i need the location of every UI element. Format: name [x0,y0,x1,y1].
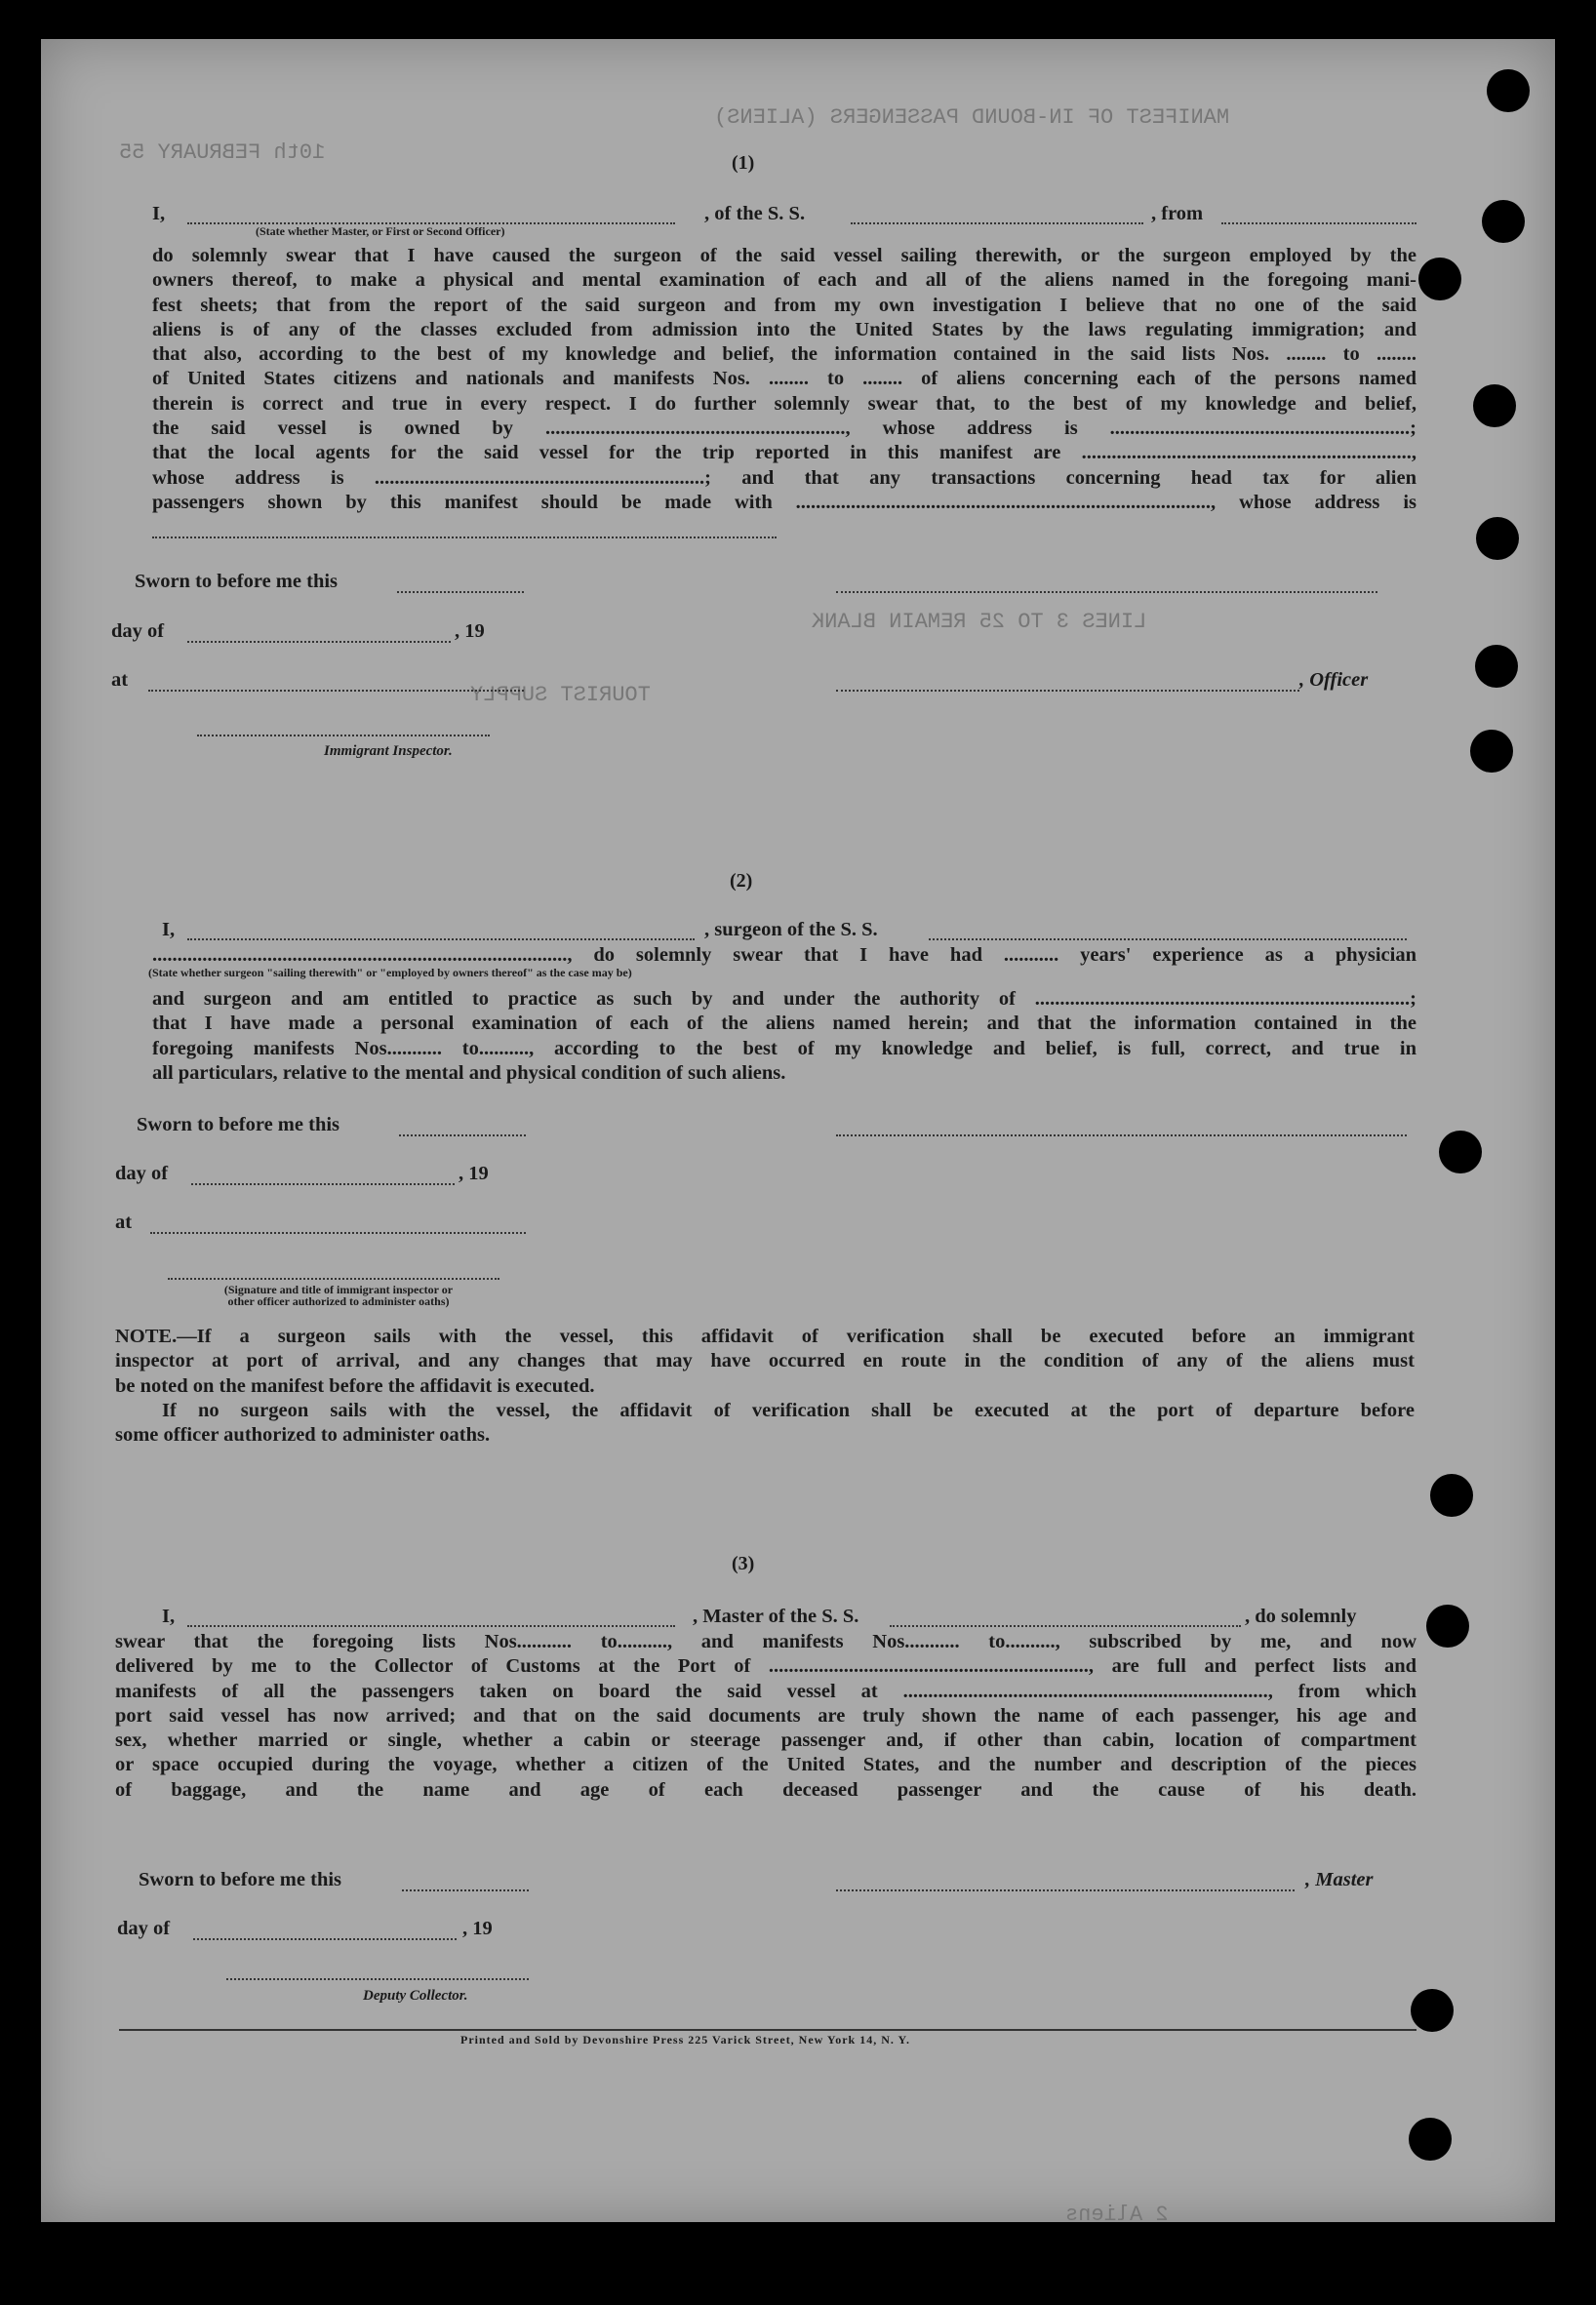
section-2-line2: ..................................................................................., do solemnly swear that I have had ........... years' experience as a physician [152,944,1416,966]
punch-hole [1482,200,1525,243]
punch-hole [1418,258,1461,300]
section-1-body: do solemnly swear that I have caused the surgeon of the said vessel sailing therewith, or the surgeon employed by the owners thereof, to make a physical and mental examination of each and all of the aliens named in the foregoing mani- fest sheets; that from the report of the said surgeon and from my own investigation I believe that no one of the said aliens is of any of the classes excluded from admission into the United States by the laws regulating immigration; and that also, according to the best of my knowledge and belief, the information contained in the said lists Nos. ........ to ........ of United States citizens and nationals and manifests Nos. ........ to ........ of aliens concerning each of the persons named therein is correct and true in every respect. I do further solemnly swear that, to the best of my knowledge and belief, the said vessel is owned by ............................................................, whose address is ............................................................; that the local agents for the said vessel for the trip reported in this manifest are .................................................................., whose address is ..................................................................; and that any transactions concerning head tax for alien passengers shown by this manifest should be made with ..................................................................................., whose address is [152,245,1416,513]
s1-inspector-blank [197,735,490,736]
s2-inspector-blank [168,1278,499,1280]
bleed-through-title: MANIFEST OF IN-BOUND PASSENGERS (ALIENS) [714,105,1230,130]
s2-sworn-blank [399,1134,526,1136]
s3-master-label: , Master of the S. S. [693,1606,859,1627]
s3-ship-blank [890,1625,1241,1627]
punch-hole [1487,69,1530,112]
s2-ship-blank [929,938,1407,940]
s3-solemnly: , do solemnly [1245,1606,1357,1627]
s2-dayof: day of [115,1163,169,1184]
s1-at-blank [148,690,524,692]
s2-sig-blank [836,1134,1407,1136]
s3-sworn: Sworn to before me this [139,1869,342,1890]
s1-sig-top-blank [836,591,1377,593]
s1-year: , 19 [455,620,485,642]
manifest-page [41,39,1555,2227]
s2-at: at [115,1212,133,1233]
s1-sworn-blank [397,591,524,593]
s1-ship-blank [851,222,1143,224]
s3-collector-blank [226,1978,529,1980]
printer-imprint: Printed and Sold by Devonshire Press 225 Varick Street, New York 14, N. Y. [460,2033,911,2047]
bleed-through-footer: 2 Aliens [1065,2203,1169,2227]
s1-trailing-blank [152,537,777,538]
punch-hole [1426,1605,1469,1648]
s1-oath-line: I, [152,203,166,224]
footer-rule [119,2029,1416,2031]
s2-dayof-blank [191,1183,455,1185]
s3-dayof-blank [193,1938,457,1940]
punch-hole [1473,384,1516,427]
section-2-body: and surgeon and am entitled to practice as such by and under the authority of ...........................................................................; that I have made a personal examination of each of the aliens named herein; and that the information contained in the foregoing manifests Nos........... to.........., according to the best of my knowledge and belief, is full, correct, and true in all particulars, relative to the mental and physical condition of such aliens. [152,988,1416,1084]
punch-hole [1409,2118,1452,2161]
section-2-number: (2) [730,870,753,892]
s3-master-sig-blank [836,1889,1295,1891]
s1-at: at [111,669,129,691]
s3-dayof: day of [117,1918,171,1939]
s3-year: , 19 [462,1918,493,1939]
s1-officer-label: , Officer [1299,669,1369,691]
punch-hole [1430,1474,1473,1517]
bleed-through-group: TOURIST SUPPLY [470,683,651,707]
s1-inspector-label: Immigrant Inspector. [324,743,453,759]
s2-surgeon-note: (State whether surgeon "sailing therewith" or "employed by owners thereof" as the case may be) [148,966,632,979]
section-3-body: swear that the foregoing lists Nos........... to.........., and manifests Nos........... to.........., subscribed by me, and now delivered by me to the Collector of Customs at the Port of ................................................................, are full and perfect lists and manifests of all the passengers taken on board the said vessel at ........................................................................., from which port said vessel has now arrived; and that on the said documents are truly shown the name of each passenger, his age and sex, whether married or single, whether a cabin or steerage passenger and, if other than cabin, location of compartment or space occupied during the voyage, whether a citizen of the United States, and the number and description of the pieces of baggage, and the name and age of each deceased passenger and the cause of his death. [115,1631,1416,1801]
s3-sworn-blank [402,1889,529,1891]
s2-i: I, [162,919,176,940]
s3-name-blank [187,1625,675,1627]
section-1-number: (1) [732,152,755,174]
bleed-through-lines: LINES 3 TO 25 REMAIN BLANK [812,610,1147,634]
s1-officer-note: (State whether Master, or First or Second Officer) [256,224,505,238]
s2-at-blank [150,1232,526,1234]
punch-hole [1411,1989,1454,2032]
punch-hole [1475,645,1518,688]
s1-ship-label: , of the S. S. [704,203,806,224]
s2-year: , 19 [459,1163,489,1184]
s3-collector-label: Deputy Collector. [363,1988,468,2004]
s1-sworn: Sworn to before me this [135,571,339,592]
s1-dayof-blank [187,641,451,643]
s3-master: , Master [1305,1869,1374,1890]
section-2-note: NOTE.—If a surgeon sails with the vessel, this affidavit of verification shall be executed before an immigrant inspector at port of arrival, and any changes that may have occurred en route in the condition of any of the aliens must be noted on the manifest before the affidavit is executed. If no surgeon sails with the vessel, the affidavit of verification shall be executed at the port of departure before some officer authorized to administer oaths. [115,1326,1415,1447]
punch-hole [1476,517,1519,560]
s1-officer-sig-blank [836,690,1299,692]
s1-from-blank [1221,222,1416,224]
bleed-through-date: 10th FEBRUARY 55 [119,140,326,165]
s1-from-label: , from [1151,203,1204,224]
s2-name-blank [187,938,695,940]
punch-hole [1470,730,1513,773]
s3-i: I, [162,1606,176,1627]
s2-inspector-note: (Signature and title of immigrant inspector or other officer authorized to administer oaths) [223,1283,454,1308]
punch-hole [1439,1131,1482,1173]
section-3-number: (3) [732,1553,755,1574]
s2-surgeon-label: , surgeon of the S. S. [704,919,878,940]
s1-dayof: day of [111,620,165,642]
s2-sworn: Sworn to before me this [137,1114,340,1135]
